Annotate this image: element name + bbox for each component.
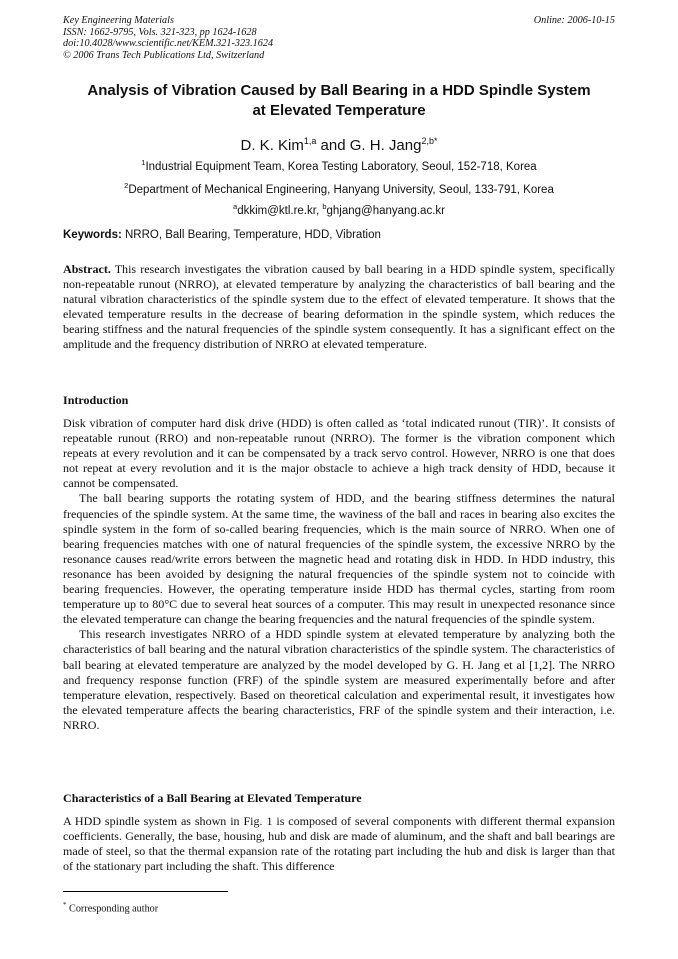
affiliation-2 bbox=[63, 179, 615, 197]
keywords-label: Keywords: bbox=[63, 229, 122, 241]
abstract bbox=[63, 262, 615, 353]
paper-title bbox=[63, 81, 615, 121]
affiliation-1-mark: 1 bbox=[141, 158, 146, 167]
affiliation-2-mark: 2 bbox=[124, 181, 129, 190]
footnote-text: Corresponding author bbox=[66, 903, 159, 915]
section-2-body bbox=[63, 814, 615, 874]
copyright-line: © 2006 Trans Tech Publications Ltd, Switzerland bbox=[63, 49, 265, 61]
author-list bbox=[63, 131, 615, 156]
author-2-affiliation-mark: 2,b* bbox=[421, 136, 438, 146]
abstract-text: This research investigates the vibration caused by ball bearing in a HDD spindle system, specifically non-repeatable runout (NRRO), at elevated temperature by analyzing the characteristics of ball bearing and the natural vibration characteristics of the spindle system due to the effect of elevated temperature. It shows that the elevated temperature results in the decrease of bearing deformation in the spindle system, which reduces the bearing stiffness and the natural frequencies of the spindle system consequently. It has a significant effect on the amplitude and the frequency distribution of NRRO at elevated temperature. bbox=[63, 262, 615, 352]
section-2-paragraph-1: A HDD spindle system as shown in Fig. 1 is composed of several components with different thermal expansion coefficients. Generally, the base, housing, hub and disk are made of aluminum, and the shaft and ball bearings are made of steel, so that the thermal expansion rate of the rotating part including the hub and disk is larger than that of the stationary part including the shaft. This difference bbox=[63, 814, 615, 874]
section-2-heading: Characteristics of a Ball Bearing at Elevated Temperature bbox=[63, 791, 362, 805]
author-emails bbox=[63, 200, 615, 218]
keywords-text: NRRO, Ball Bearing, Temperature, HDD, Vibration bbox=[121, 229, 381, 241]
title-line-1: Analysis of Vibration Caused by Ball Bearing in a HDD Spindle System bbox=[87, 82, 591, 99]
intro-paragraph-3: This research investigates NRRO of a HDD spindle system at elevated temperature by analyzing both the characteristics of ball bearing and the natural vibration characteristics of the spindle system. The characteristics of ball bearing at elevated temperature are analyzed by the model developed by G. H. Jang et al [1,2]. The NRRO and frequency response function (FRF) of the spindle system are measured experimentally before and after temperature elevation, respectively. Based on theoretical calculation and experimental result, it investigates how the elevated temperature affects the bearing characteristics, FRF of the spindle system and their interaction, i.e. NRRO. bbox=[63, 627, 615, 732]
journal-name: Key Engineering Materials bbox=[63, 15, 174, 26]
issn-line: ISSN: 1662-9795, Vols. 321-323, pp 1624-1628 bbox=[63, 26, 257, 38]
intro-paragraph-1: Disk vibration of computer hard disk drive (HDD) is often called as ‘total indicated runout (TIR)’. It consists of repeatable runout (RRO) and non-repeatable runout (NRRO). The former is the vibration component which repeats at every revolution and it can be compensated by a track servo control. However, NRRO is one that does not repeat at every revolution and it is the major obstacle to achieve a high track density of HDD, because it cannot be compensated. bbox=[63, 416, 615, 491]
affiliation-2-text: Department of Mechanical Engineering, Hanyang University, Seoul, 133-791, Korea bbox=[128, 183, 554, 196]
introduction-body bbox=[63, 416, 615, 733]
email-a: dkkim@ktl.re.kr, bbox=[237, 204, 323, 217]
email-b: ghjang@hanyang.ac.kr bbox=[326, 204, 445, 217]
intro-paragraph-2: The ball bearing supports the rotating system of HDD, and the bearing stiffness determines the natural frequencies of the spindle system. At the same time, the waviness of the ball and races in bearing also excites the spindle system in the form of so-called bearing frequencies, which is the main source of NRRO. When one of bearing frequencies matches with one of natural frequencies of the spindle system, the excessive NRRO by the resonance causes read/write errors between the magnetic head and rotating disk in HDD. In HDD industry, this resonance has been avoided by designing the natural frequencies of the spindle system not to coincide with bearing frequencies. However, the operating temperature inside HDD has thermal cycles, starting from room temperature up to 80°C due to several heat sources of a computer. This may result in unexpected resonance since the elevated temperature can change the bearing frequencies and the natural frequencies of the spindle system. bbox=[63, 491, 615, 627]
footnote bbox=[63, 899, 158, 915]
affiliation-1-text: Industrial Equipment Team, Korea Testing Laboratory, Seoul, 152-718, Korea bbox=[145, 160, 537, 173]
online-date: Online: 2006-10-15 bbox=[533, 15, 615, 26]
affiliation-1 bbox=[63, 156, 615, 174]
email-b-mark: b bbox=[322, 202, 327, 211]
introduction-heading: Introduction bbox=[63, 393, 129, 407]
doi-line: doi:10.4028/www.scientific.net/KEM.321-323.1624 bbox=[63, 38, 274, 50]
keywords bbox=[63, 228, 615, 242]
abstract-paragraph bbox=[63, 262, 615, 353]
footnote-mark: * bbox=[63, 901, 67, 909]
author-1: D. K. Kim bbox=[240, 137, 304, 154]
author-conjunction: and bbox=[316, 137, 350, 154]
footnote-divider bbox=[63, 891, 228, 892]
abstract-label: Abstract. bbox=[63, 262, 111, 276]
author-2: G. H. Jang bbox=[349, 137, 422, 154]
email-a-mark: a bbox=[233, 202, 238, 211]
title-line-2: at Elevated Temperature bbox=[252, 102, 426, 119]
journal-header bbox=[63, 15, 615, 61]
author-1-affiliation-mark: 1,a bbox=[303, 136, 317, 146]
